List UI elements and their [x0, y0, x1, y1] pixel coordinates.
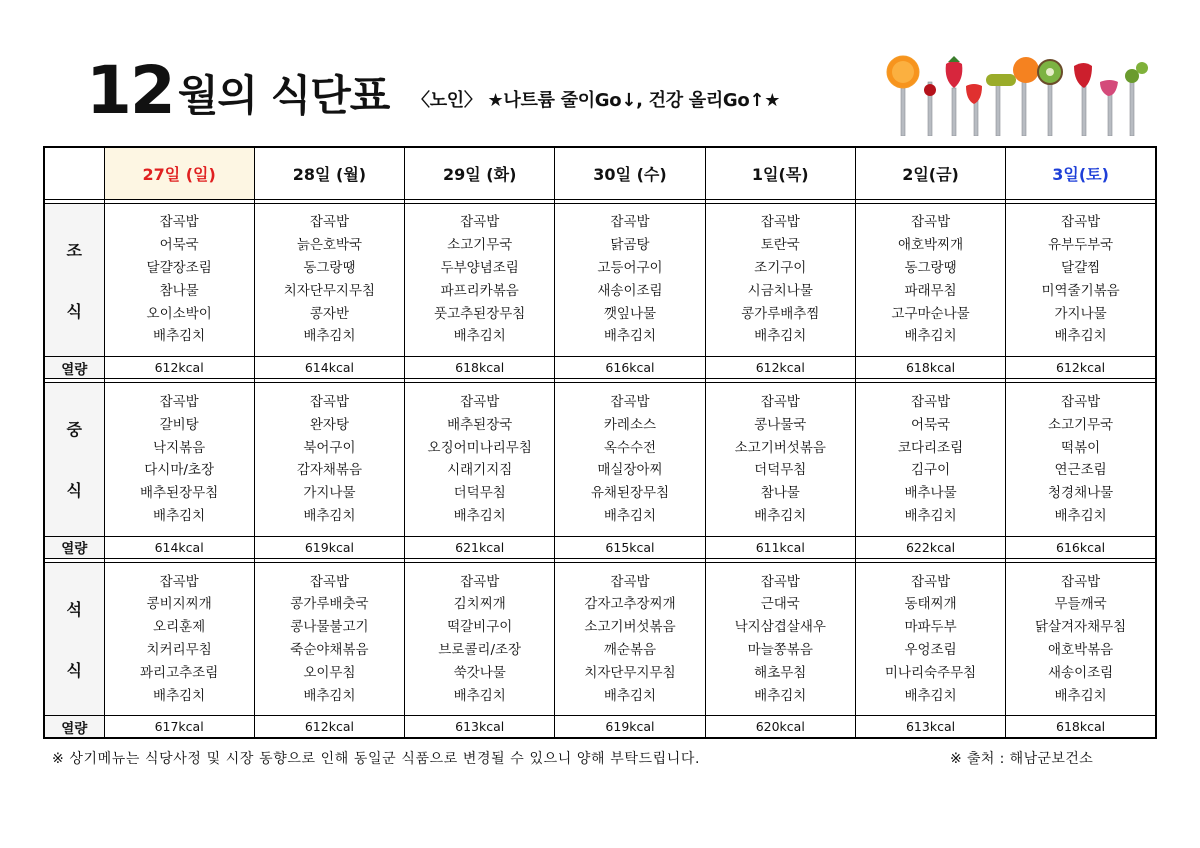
kcal-value: 620kcal: [705, 716, 855, 738]
menu-cell: [555, 203, 705, 357]
menu-cell: [254, 203, 404, 357]
day-header: 27일 (일): [104, 147, 254, 199]
dish-item: 배추김치: [603, 508, 657, 525]
dish-item: 배추된장무침: [140, 485, 219, 502]
dish-item: 오징어미나리무침: [427, 439, 532, 456]
kcal-value: 622kcal: [855, 536, 1005, 558]
dish-item: 잡곡밥: [309, 214, 349, 231]
kcal-value: 614kcal: [104, 536, 254, 558]
dish-item: 잡곡밥: [910, 573, 951, 590]
dish-item: 연근조림: [1054, 462, 1107, 479]
dish-item: 완자탕: [309, 416, 349, 433]
dish-item: 잡곡밥: [760, 214, 800, 231]
dish-item: 청경채나물: [1047, 485, 1114, 502]
dish-item: 배추김치: [904, 508, 957, 525]
kcal-value: 613kcal: [855, 716, 1005, 738]
dish-item: 닭살겨자채무침: [1034, 619, 1127, 636]
menu-cell: [1006, 203, 1156, 357]
dish-item: 배추김치: [1054, 687, 1107, 704]
dish-item: 무들깨국: [1054, 596, 1107, 613]
day-header: 1일(목): [705, 147, 855, 199]
dish-item: 떡갈비구이: [447, 619, 513, 636]
dish-item: 시금치나물: [747, 282, 813, 299]
kcal-value: 616kcal: [555, 357, 705, 379]
dish-item: 잡곡밥: [610, 573, 650, 590]
meal-row: [44, 383, 1156, 537]
dish-item: 오리훈제: [153, 619, 206, 636]
kcal-value: 612kcal: [254, 716, 404, 738]
dish-item: 잡곡밥: [460, 573, 500, 590]
kcal-value: 616kcal: [1006, 536, 1156, 558]
dish-item: 고구마순나물: [891, 305, 970, 322]
dish-item: 참나물: [159, 282, 199, 299]
menu-cell: [855, 203, 1005, 357]
menu-cell: [705, 383, 855, 537]
dish-item: 깻잎나물: [603, 305, 657, 322]
dish-item: 새송이조림: [597, 282, 663, 299]
dish-item: 달걀찜: [1061, 259, 1101, 276]
dish-item: 오이소박이: [146, 305, 212, 322]
kcal-value: 619kcal: [254, 536, 404, 558]
dish-item: 잡곡밥: [159, 214, 199, 231]
meal-label-char: 식: [66, 301, 82, 321]
dish-item: 소고기버섯볶음: [734, 439, 826, 456]
dish-item: 치커리무침: [146, 642, 212, 659]
kcal-value: 612kcal: [104, 357, 254, 379]
kcal-value: 613kcal: [405, 716, 555, 738]
meal-label: [44, 203, 104, 357]
dish-item: 잡곡밥: [610, 214, 650, 231]
dish-item: 죽순야채볶음: [290, 642, 369, 659]
dish-item: 배추김치: [904, 687, 957, 704]
dish-item: 파프리카볶음: [440, 282, 519, 299]
dish-item: 배추김치: [904, 328, 957, 345]
dish-item: 잡곡밥: [1061, 573, 1101, 590]
kcal-value: 618kcal: [855, 357, 1005, 379]
menu-cell: [104, 562, 254, 716]
dish-item: 풋고추된장무침: [434, 305, 526, 322]
dish-item: 동태찌개: [904, 596, 957, 613]
dish-item: 잡곡밥: [1061, 394, 1101, 411]
menu-cell: [254, 562, 404, 716]
menu-cell: [1006, 383, 1156, 537]
dish-item: 배추김치: [153, 328, 206, 345]
dish-item: 해초무침: [754, 664, 807, 681]
dish-item: 낙지삼겹살새우: [734, 619, 826, 636]
dish-item: 김치찌개: [453, 596, 506, 613]
dish-item: 잡곡밥: [159, 394, 199, 411]
dish-item: 배추김치: [453, 508, 506, 525]
kcal-value: 612kcal: [705, 357, 855, 379]
meal-label: [44, 383, 104, 537]
kcal-value: 612kcal: [1006, 357, 1156, 379]
dish-item: 갈비탕: [159, 416, 199, 433]
dish-item: 콩가루배추찜: [741, 305, 820, 322]
dish-item: 시래기지짐: [447, 462, 513, 479]
dish-item: 콩가루배춧국: [290, 596, 369, 613]
dish-item: 참나물: [760, 485, 800, 502]
dish-item: 배추김치: [453, 328, 506, 345]
dish-item: 떡볶이: [1061, 439, 1101, 456]
menu-cell: [555, 383, 705, 537]
dish-item: 유부두부국: [1047, 237, 1114, 254]
dish-item: 콩자반: [309, 305, 349, 322]
dish-item: 배추김치: [1054, 508, 1107, 525]
dish-item: 북어구이: [303, 439, 356, 456]
dish-item: 콩나물불고기: [290, 619, 369, 636]
dish-item: 배추김치: [153, 508, 206, 525]
dish-item: 마늘쫑볶음: [747, 642, 813, 659]
dish-item: 잡곡밥: [159, 573, 199, 590]
dish-item: 배추김치: [754, 508, 807, 525]
dish-item: 오이무침: [303, 664, 356, 681]
dish-item: 배추김치: [303, 328, 356, 345]
menu-cell: [855, 562, 1005, 716]
dish-item: 우엉조림: [904, 642, 957, 659]
title-month-number: 12: [86, 52, 174, 129]
dish-item: 배추김치: [303, 687, 356, 704]
kcal-row: [44, 536, 1156, 558]
menu-cell: [405, 383, 555, 537]
source-note: ※ 출처 : 해남군보건소: [950, 751, 1094, 767]
subtitle: 〈노인〉 ★나트륨 줄이Go↓, 건강 올리Go↑★: [412, 90, 781, 111]
dish-item: 두부양념조림: [440, 259, 519, 276]
dish-item: 토란국: [760, 237, 800, 254]
dish-item: 어묵국: [159, 237, 199, 254]
dish-item: 낙지볶음: [153, 439, 206, 456]
kcal-value: 619kcal: [555, 716, 705, 738]
kcal-label: 열량: [44, 716, 104, 738]
meal-label-char: 중: [66, 420, 82, 440]
dish-item: 달걀장조림: [146, 259, 212, 276]
meal-label-char: 식: [66, 481, 82, 501]
fruit-forks-image: [886, 52, 1158, 136]
day-header: 3일(토): [1006, 147, 1156, 199]
menu-cell: [705, 562, 855, 716]
dish-item: 쑥갓나물: [453, 664, 506, 681]
dish-item: 잡곡밥: [910, 394, 951, 411]
kcal-row: [44, 716, 1156, 738]
menu-cell: [254, 383, 404, 537]
page-title: [86, 52, 390, 129]
dish-item: 콩나물국: [754, 416, 807, 433]
dish-item: 잡곡밥: [760, 394, 800, 411]
kcal-value: 617kcal: [104, 716, 254, 738]
day-header: 28일 (월): [254, 147, 404, 199]
title-text: 월의 식단표: [177, 71, 390, 120]
meal-row: [44, 203, 1156, 357]
dish-item: 파래무침: [904, 282, 957, 299]
meal-label-char: 조: [66, 240, 82, 260]
dish-item: 동그랑땡: [904, 259, 957, 276]
dish-item: 꽈리고추조림: [140, 664, 219, 681]
dish-item: 배추김치: [754, 687, 807, 704]
dish-item: 소고기버섯볶음: [584, 619, 676, 636]
menu-cell: [405, 203, 555, 357]
dish-item: 배추김치: [603, 328, 657, 345]
footnote: ※ 상기메뉴는 식당사정 및 시장 동향으로 인해 동일군 식품으로 변경될 수 있으니 양해 부탁드립니다.: [52, 751, 700, 767]
dish-item: 가지나물: [1054, 305, 1107, 322]
dish-item: 닭곰탕: [610, 237, 650, 254]
menu-cell: [1006, 562, 1156, 716]
kcal-value: 621kcal: [405, 536, 555, 558]
dish-item: 미나리숙주무침: [884, 664, 977, 681]
kcal-value: 614kcal: [254, 357, 404, 379]
day-header-row: [44, 147, 1156, 199]
meal-label: [44, 562, 104, 716]
dish-item: 고등어구이: [597, 259, 663, 276]
day-header: 30일 (수): [555, 147, 705, 199]
dish-item: 근대국: [760, 596, 800, 613]
kcal-value: 611kcal: [705, 536, 855, 558]
dish-item: 잡곡밥: [610, 394, 650, 411]
meal-row: [44, 562, 1156, 716]
dish-item: 새송이조림: [1047, 664, 1114, 681]
dish-item: 치자단무지무침: [283, 282, 376, 299]
menu-cell: [855, 383, 1005, 537]
menu-cell: [104, 203, 254, 357]
dish-item: 어묵국: [910, 416, 951, 433]
dish-item: 늙은호박국: [296, 237, 363, 254]
meal-label-char: 식: [66, 661, 82, 681]
dish-item: 가지나물: [303, 485, 356, 502]
kcal-value: 618kcal: [405, 357, 555, 379]
corner-cell: [44, 147, 104, 199]
dish-item: 배추김치: [1054, 328, 1107, 345]
menu-cell: [104, 383, 254, 537]
dish-item: 애호박찌개: [897, 237, 964, 254]
dish-item: 매실장아찌: [597, 462, 663, 479]
dish-item: 배추김치: [603, 687, 657, 704]
kcal-label: 열량: [44, 536, 104, 558]
dish-item: 잡곡밥: [460, 394, 500, 411]
kcal-label: 열량: [44, 357, 104, 379]
dish-item: 김구이: [910, 462, 951, 479]
dish-item: 동그랑땡: [303, 259, 356, 276]
dish-item: 잡곡밥: [309, 573, 349, 590]
dish-item: 콩비지찌개: [146, 596, 212, 613]
dish-item: 잡곡밥: [910, 214, 951, 231]
menu-table: [43, 146, 1157, 739]
dish-item: 유채된장무침: [590, 485, 670, 502]
dish-item: 잡곡밥: [309, 394, 349, 411]
dish-item: 애호박볶음: [1047, 642, 1114, 659]
dish-item: 감자채볶음: [296, 462, 363, 479]
dish-item: 더덕무침: [453, 485, 506, 502]
dish-item: 코다리조림: [897, 439, 964, 456]
dish-item: 옥수수전: [603, 439, 657, 456]
kcal-value: 618kcal: [1006, 716, 1156, 738]
dish-item: 감자고추장찌개: [584, 596, 676, 613]
kcal-value: 615kcal: [555, 536, 705, 558]
dish-item: 마파두부: [904, 619, 957, 636]
meal-label-char: 석: [66, 600, 82, 620]
dish-item: 잡곡밥: [1061, 214, 1101, 231]
dish-item: 잡곡밥: [760, 573, 800, 590]
dish-item: 배추김치: [153, 687, 206, 704]
menu-cell: [555, 562, 705, 716]
menu-cell: [705, 203, 855, 357]
day-header: 2일(금): [855, 147, 1005, 199]
dish-item: 치자단무지무침: [584, 664, 676, 681]
menu-cell: [405, 562, 555, 716]
dish-item: 잡곡밥: [460, 214, 500, 231]
dish-item: 미역줄기볶음: [1041, 282, 1120, 299]
dish-item: 배추나물: [904, 485, 957, 502]
dish-item: 조기구이: [754, 259, 807, 276]
dish-item: 더덕무침: [754, 462, 807, 479]
dish-item: 다시마/초장: [144, 462, 215, 479]
dish-item: 배추김치: [754, 328, 807, 345]
dish-item: 배추김치: [303, 508, 356, 525]
kcal-row: [44, 357, 1156, 379]
dish-item: 소고기무국: [447, 237, 513, 254]
day-header: 29일 (화): [405, 147, 555, 199]
dish-item: 소고기무국: [1047, 416, 1114, 433]
dish-item: 브로콜리/조장: [438, 642, 522, 659]
dish-item: 카레소스: [603, 416, 657, 433]
dish-item: 깨순볶음: [603, 642, 657, 659]
dish-item: 배추된장국: [447, 416, 513, 433]
dish-item: 배추김치: [453, 687, 506, 704]
